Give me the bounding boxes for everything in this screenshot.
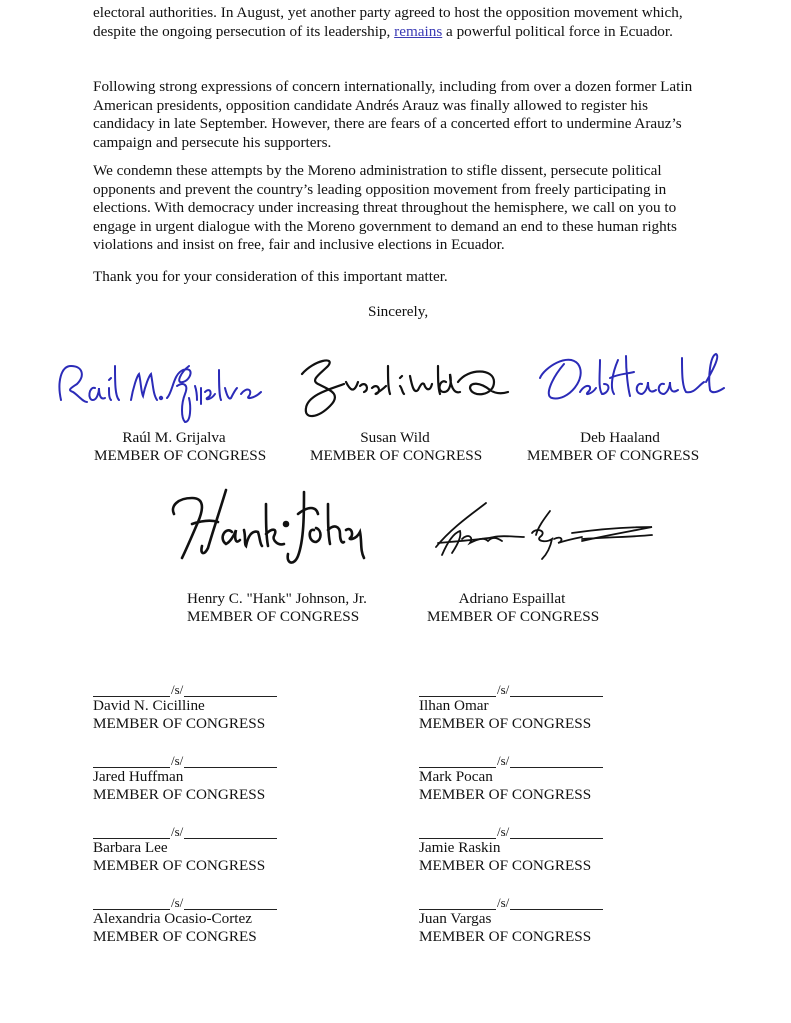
paragraph-4: Thank you for your consideration of this important matter. (93, 268, 448, 285)
paragraph-3: We condemn these attempts by the Moreno administration to stifle dissent, persecute political opponents and prevent the country’s leading opposition movement from freely participating in elections. With democracy under increasing threat throughout the hemisphere, we call on you to engage in urgent dialogue with the Moreno government to demand an end to these human rights violations and insist on free, fair and inclusive elections in Ecuador. (93, 162, 677, 254)
signature-line (419, 751, 619, 768)
signer-name-grijalva: Raúl M. Grijalva (122, 429, 226, 446)
signer-name-espaillat: Adriano Espaillat (458, 590, 566, 607)
signer-name-wild: Susan Wild (360, 429, 430, 446)
signature-line (419, 822, 619, 839)
signer-name: Barbara Lee (93, 839, 168, 856)
slash-s-mark: /s/ (171, 895, 184, 910)
signer-title: MEMBER OF CONGRESS (419, 857, 592, 874)
signature-espaillat (432, 497, 657, 562)
slash-s-mark: /s/ (497, 753, 510, 768)
signer-title: MEMBER OF CONGRESS (93, 715, 266, 732)
signer-name: Ilhan Omar (419, 697, 489, 714)
signer-name: Jared Huffman (93, 768, 184, 785)
paragraph-1-text-end: a powerful political force in Ecuador. (442, 22, 673, 40)
slash-signature-omar (419, 680, 619, 733)
paragraph-1 (93, 4, 713, 41)
slash-s-mark: /s/ (497, 824, 510, 839)
signer-title: MEMBER OF CONGRESS (93, 786, 266, 803)
signer-title: MEMBER OF CONGRESS (419, 928, 592, 945)
signer-name-johnson: Henry C. "Hank" Johnson, Jr. (187, 590, 367, 607)
signer-title: MEMBER OF CONGRESS (419, 715, 592, 732)
paragraph-2: Following strong expressions of concern internationally, including from over a dozen former Latin American presidents, opposition candidate Andrés Arauz was finally allowed to register his candidacy in late September. However, there are fears of a concerted effort to undermine Arauz’s campaign and persecute his supporters. (93, 78, 693, 151)
slash-signature-raskin (419, 822, 619, 875)
slash-signature-ocasio-cortez (93, 893, 293, 946)
signer-title-wild: MEMBER OF CONGRESS (310, 447, 483, 464)
signature-johnson (168, 484, 368, 569)
signer-title: MEMBER OF CONGRESS (419, 786, 592, 803)
signature-line (419, 680, 619, 697)
signature-haaland (530, 348, 730, 413)
signer-title-espaillat: MEMBER OF CONGRESS (427, 608, 600, 625)
slash-s-mark: /s/ (497, 682, 510, 697)
signer-name: Mark Pocan (419, 768, 493, 785)
signature-wild (300, 352, 510, 427)
signer-title: MEMBER OF CONGRES (93, 928, 257, 945)
slash-signature-pocan (419, 751, 619, 804)
remains-link[interactable]: remains (394, 22, 443, 40)
signer-title-haaland: MEMBER OF CONGRESS (527, 447, 700, 464)
slash-s-mark: /s/ (497, 895, 510, 910)
slash-signature-vargas (419, 893, 619, 946)
signer-title-grijalva: MEMBER OF CONGRESS (94, 447, 267, 464)
signer-name: Juan Vargas (419, 910, 492, 927)
signer-name: Jamie Raskin (419, 839, 501, 856)
signer-title-johnson: MEMBER OF CONGRESS (187, 608, 360, 625)
signer-name: David N. Cicilline (93, 697, 205, 714)
signature-line (93, 751, 293, 768)
signature-line (93, 893, 293, 910)
signature-line (93, 680, 293, 697)
signer-title: MEMBER OF CONGRESS (93, 857, 266, 874)
slash-s-mark: /s/ (171, 824, 184, 839)
slash-s-mark: /s/ (171, 682, 184, 697)
closing: Sincerely, (368, 303, 429, 320)
slash-signature-huffman (93, 751, 293, 804)
slash-signature-cicilline (93, 680, 293, 733)
signature-line (93, 822, 293, 839)
slash-signature-lee (93, 822, 293, 875)
signer-name: Alexandria Ocasio-Cortez (93, 910, 252, 927)
signature-line (419, 893, 619, 910)
signature-grijalva (55, 352, 270, 427)
slash-s-mark: /s/ (171, 753, 184, 768)
paragraph-1-text: electoral authorities. In August, yet another party agreed to host the opposition movement which, despite the ongoing persecution of its leadership, (93, 4, 683, 40)
signer-name-haaland: Deb Haaland (580, 429, 660, 446)
